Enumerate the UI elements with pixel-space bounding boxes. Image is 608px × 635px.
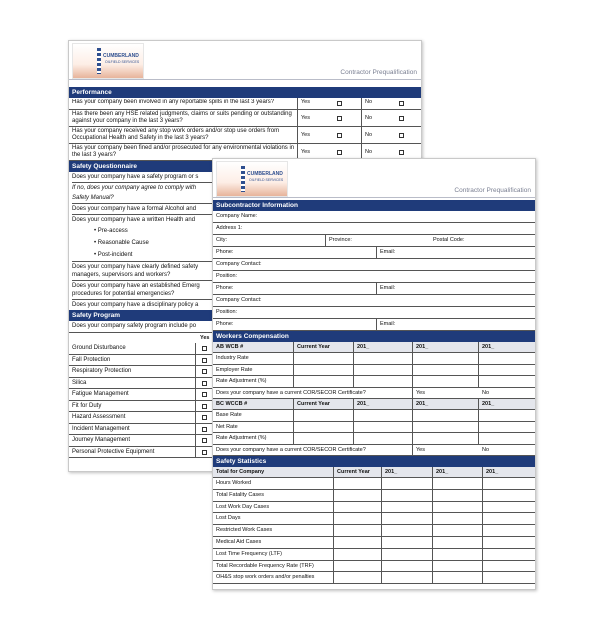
safety-program-intro: Does your company safety program include po <box>69 321 421 333</box>
doc-title: Contractor Prequalification <box>340 69 417 76</box>
ss-row-label: Lost Work Day Cases <box>216 503 270 510</box>
performance-row <box>69 127 421 144</box>
wc-column-header: Current Year <box>297 344 330 350</box>
ss-column-header: 201_ <box>385 469 398 475</box>
logo-sub: OILFIELD SERVICES <box>249 178 284 182</box>
ss-row-label: Hours Worked <box>216 480 252 486</box>
sq-bullet: • Reasonable Cause <box>94 240 149 246</box>
safety-program-item: Ground Disturbance <box>72 345 126 351</box>
address-field[interactable]: Address 1: <box>216 225 243 231</box>
phone-field[interactable]: Phone: <box>216 321 234 327</box>
ss-row-label: Restricted Work Cases <box>216 527 273 534</box>
wc-row <box>213 433 535 445</box>
position-field[interactable]: Position: <box>216 273 238 279</box>
company-contact-field[interactable]: Company Contact: <box>216 261 262 267</box>
phone-field[interactable]: Phone: <box>216 285 234 291</box>
ss-row <box>213 478 535 490</box>
wc-row <box>213 410 535 422</box>
ss-row-label: Lost Days <box>216 515 241 522</box>
safety-program-yes-header: Yes <box>200 335 210 341</box>
safety-program-item: Respiratory Protection <box>72 368 132 374</box>
ss-column-header: 201_ <box>436 469 449 475</box>
safety-program-checkbox[interactable] <box>202 427 207 432</box>
wc-row-label: Rate Adjustment (%) <box>216 435 267 441</box>
wc-row <box>213 422 535 434</box>
performance-question: Has there been any HSE related judgments, claims or suits pending or outstanding against your company in the last 3 years? <box>72 111 292 124</box>
safety-program-item: Fatigue Management <box>72 391 129 397</box>
ss-column-header: 201_ <box>486 469 499 475</box>
ss-row <box>213 572 535 584</box>
sq-line: Does your company have a disciplinary policy a <box>72 302 199 308</box>
company-logo <box>216 161 288 197</box>
yes-label: Yes <box>301 99 310 105</box>
wc-column-header: 201_ <box>416 344 429 350</box>
doc-title: Contractor Prequalification <box>454 187 531 194</box>
performance-question: Has your company been fined and/or prosecuted for any environmental violations in the last 3 years? <box>72 145 295 158</box>
ss-row <box>213 502 535 514</box>
wc-row <box>213 353 535 365</box>
safety-program-item: Fit for Duty <box>72 402 102 409</box>
yes-checkbox[interactable] <box>337 101 342 106</box>
subcontractor-heading: Subcontractor Information <box>213 200 535 211</box>
yes-checkbox[interactable] <box>337 116 342 121</box>
safety-program-item: Fall Protection <box>72 356 111 363</box>
wc-column-header: 201_ <box>482 344 495 350</box>
subcontractor-form <box>213 211 535 331</box>
yes-label: Yes <box>301 132 310 138</box>
logo-brand: CUMBERLAND <box>103 53 139 59</box>
safety-questionnaire-heading: Safety Questionnaire <box>69 161 421 172</box>
wc-row <box>213 365 535 377</box>
cor-no[interactable]: No <box>482 389 490 396</box>
no-label: No <box>365 149 373 155</box>
yes-checkbox[interactable] <box>337 133 342 138</box>
logo-sub: OILFIELD SERVICES <box>105 60 140 64</box>
safety-stats-heading: Safety Statistics <box>213 456 535 467</box>
no-checkbox[interactable] <box>399 150 404 155</box>
safety-program-item: Hazard Assessment <box>72 414 126 420</box>
ss-row-label: OH&S stop work orders and/or penalties <box>216 574 315 581</box>
email-field[interactable]: Email: <box>380 321 396 327</box>
safety-program-checkbox[interactable] <box>202 450 207 455</box>
cor-question: Does your company have a current COR/SECOR Certificate? <box>216 446 366 453</box>
cor-question-row <box>213 388 535 400</box>
ss-row <box>213 525 535 537</box>
yes-label: Yes <box>301 115 310 121</box>
safety-program-checkbox[interactable] <box>202 438 207 443</box>
wc-row-label: Industry Rate <box>216 355 249 361</box>
ss-row <box>213 490 535 502</box>
ss-row <box>213 549 535 561</box>
wc-column-header: 201_ <box>416 401 429 407</box>
ss-header-row <box>213 467 535 478</box>
ab-wcb-table <box>213 342 535 399</box>
wc-column-header: 201_ <box>482 401 495 407</box>
wc-label: BC WCCB # <box>216 401 248 407</box>
safety-program-checkbox[interactable] <box>202 415 207 420</box>
safety-program-item: Incident Management <box>72 425 130 432</box>
cor-question: Does your company have a current COR/SECOR Certificate? <box>216 389 366 396</box>
safety-stats-table <box>213 467 535 584</box>
province-field[interactable]: Province: <box>329 237 352 243</box>
cor-question-row <box>213 445 535 457</box>
sq-line: Safety Manual? <box>72 193 421 204</box>
sq-line: If no, does your company agree to comply with <box>72 185 197 191</box>
yes-checkbox[interactable] <box>337 150 342 155</box>
ss-total-label: Total for Company <box>216 469 265 475</box>
wc-row-label: Net Rate <box>216 423 238 430</box>
sq-line: Does your company have a formal Alcohol and <box>72 204 421 215</box>
no-checkbox[interactable] <box>399 101 404 106</box>
no-label: No <box>365 115 373 121</box>
logo-brand: CUMBERLAND <box>247 171 283 177</box>
city-field[interactable]: City: <box>216 237 227 243</box>
back-page-header <box>69 41 421 80</box>
wc-row-label: Base Rate <box>216 412 242 418</box>
postal-code-field[interactable]: Postal Code: <box>433 237 465 243</box>
wc-label: AB WCB # <box>216 344 244 350</box>
front-page <box>212 158 536 590</box>
safety-program-checkbox[interactable] <box>202 404 207 409</box>
company-name-field[interactable]: Company Name: <box>216 213 258 219</box>
company-contact-field[interactable]: Company Contact: <box>216 297 262 303</box>
ss-row-label: Medical Aid Cases <box>216 538 262 545</box>
performance-row <box>69 98 421 110</box>
no-checkbox[interactable] <box>399 133 404 138</box>
safety-program-checkbox[interactable] <box>202 381 207 386</box>
sq-line: Does your company have a safety program or s <box>72 172 421 183</box>
sq-bullet: • Pre-access <box>94 228 128 234</box>
performance-row <box>69 110 421 127</box>
wc-column-header: 201_ <box>357 344 370 350</box>
cor-yes[interactable]: Yes <box>416 389 425 396</box>
performance-question: Has your company been involved in any reportable spills in the last 3 years? <box>72 99 275 105</box>
sq-line: Does your company have an established Emerg procedures for potential emergencies? <box>72 281 212 300</box>
wc-header-row <box>213 399 535 410</box>
bc-wccb-table <box>213 399 535 456</box>
performance-heading: Performance <box>69 87 421 98</box>
ss-row-label: Lost Time Frequency (LTF) <box>216 550 282 557</box>
wc-header-row <box>213 342 535 353</box>
safety-program-item: Silica <box>72 379 87 386</box>
cor-yes[interactable]: Yes <box>416 446 425 453</box>
ss-row <box>213 513 535 525</box>
safety-program-item: Journey Management <box>72 437 131 443</box>
company-logo <box>72 43 144 79</box>
ss-row-label: Total Recordable Frequency Rate (TRF) <box>216 562 314 569</box>
performance-table <box>69 98 421 161</box>
safety-program-checkbox[interactable] <box>202 369 207 374</box>
wc-column-header: Current Year <box>297 401 330 407</box>
performance-question: Has your company received any stop work orders and/or stop use orders from Occupational Health and Safety in the last 3 years? <box>72 128 280 141</box>
front-page-header <box>213 159 535 198</box>
email-field[interactable]: Email: <box>380 285 396 291</box>
yes-label: Yes <box>301 149 310 155</box>
sq-line: Does your company have clearly defined safety managers, supervisors and workers? <box>72 261 212 281</box>
safety-program-checkbox[interactable] <box>202 346 207 351</box>
wc-row <box>213 376 535 388</box>
safety-program-item: Personal Protective Equipment <box>72 448 155 455</box>
wc-row-label: Employer Rate <box>216 366 253 373</box>
ss-row <box>213 561 535 573</box>
cor-no[interactable]: No <box>482 446 490 453</box>
no-label: No <box>365 132 373 138</box>
safety-program-checkbox[interactable] <box>202 358 207 363</box>
workers-comp-heading: Workers Compensation <box>213 331 535 342</box>
phone-field[interactable]: Phone: <box>216 249 234 255</box>
no-label: No <box>365 99 373 105</box>
ss-row-label: Total Fatality Cases <box>216 491 264 498</box>
sq-line: Does your company have a written Health and <box>72 217 196 223</box>
position-field[interactable]: Position: <box>216 309 238 315</box>
wc-column-header: 201_ <box>357 401 370 407</box>
ss-row <box>213 537 535 549</box>
safety-program-heading: Safety Program <box>69 310 421 321</box>
sq-bullet: • Post-incident <box>94 252 133 258</box>
safety-program-checkbox[interactable] <box>202 392 207 397</box>
wc-row-label: Rate Adjustment (%) <box>216 378 267 384</box>
no-checkbox[interactable] <box>399 116 404 121</box>
email-field[interactable]: Email: <box>380 249 396 255</box>
ss-column-header: Current Year <box>337 469 370 475</box>
